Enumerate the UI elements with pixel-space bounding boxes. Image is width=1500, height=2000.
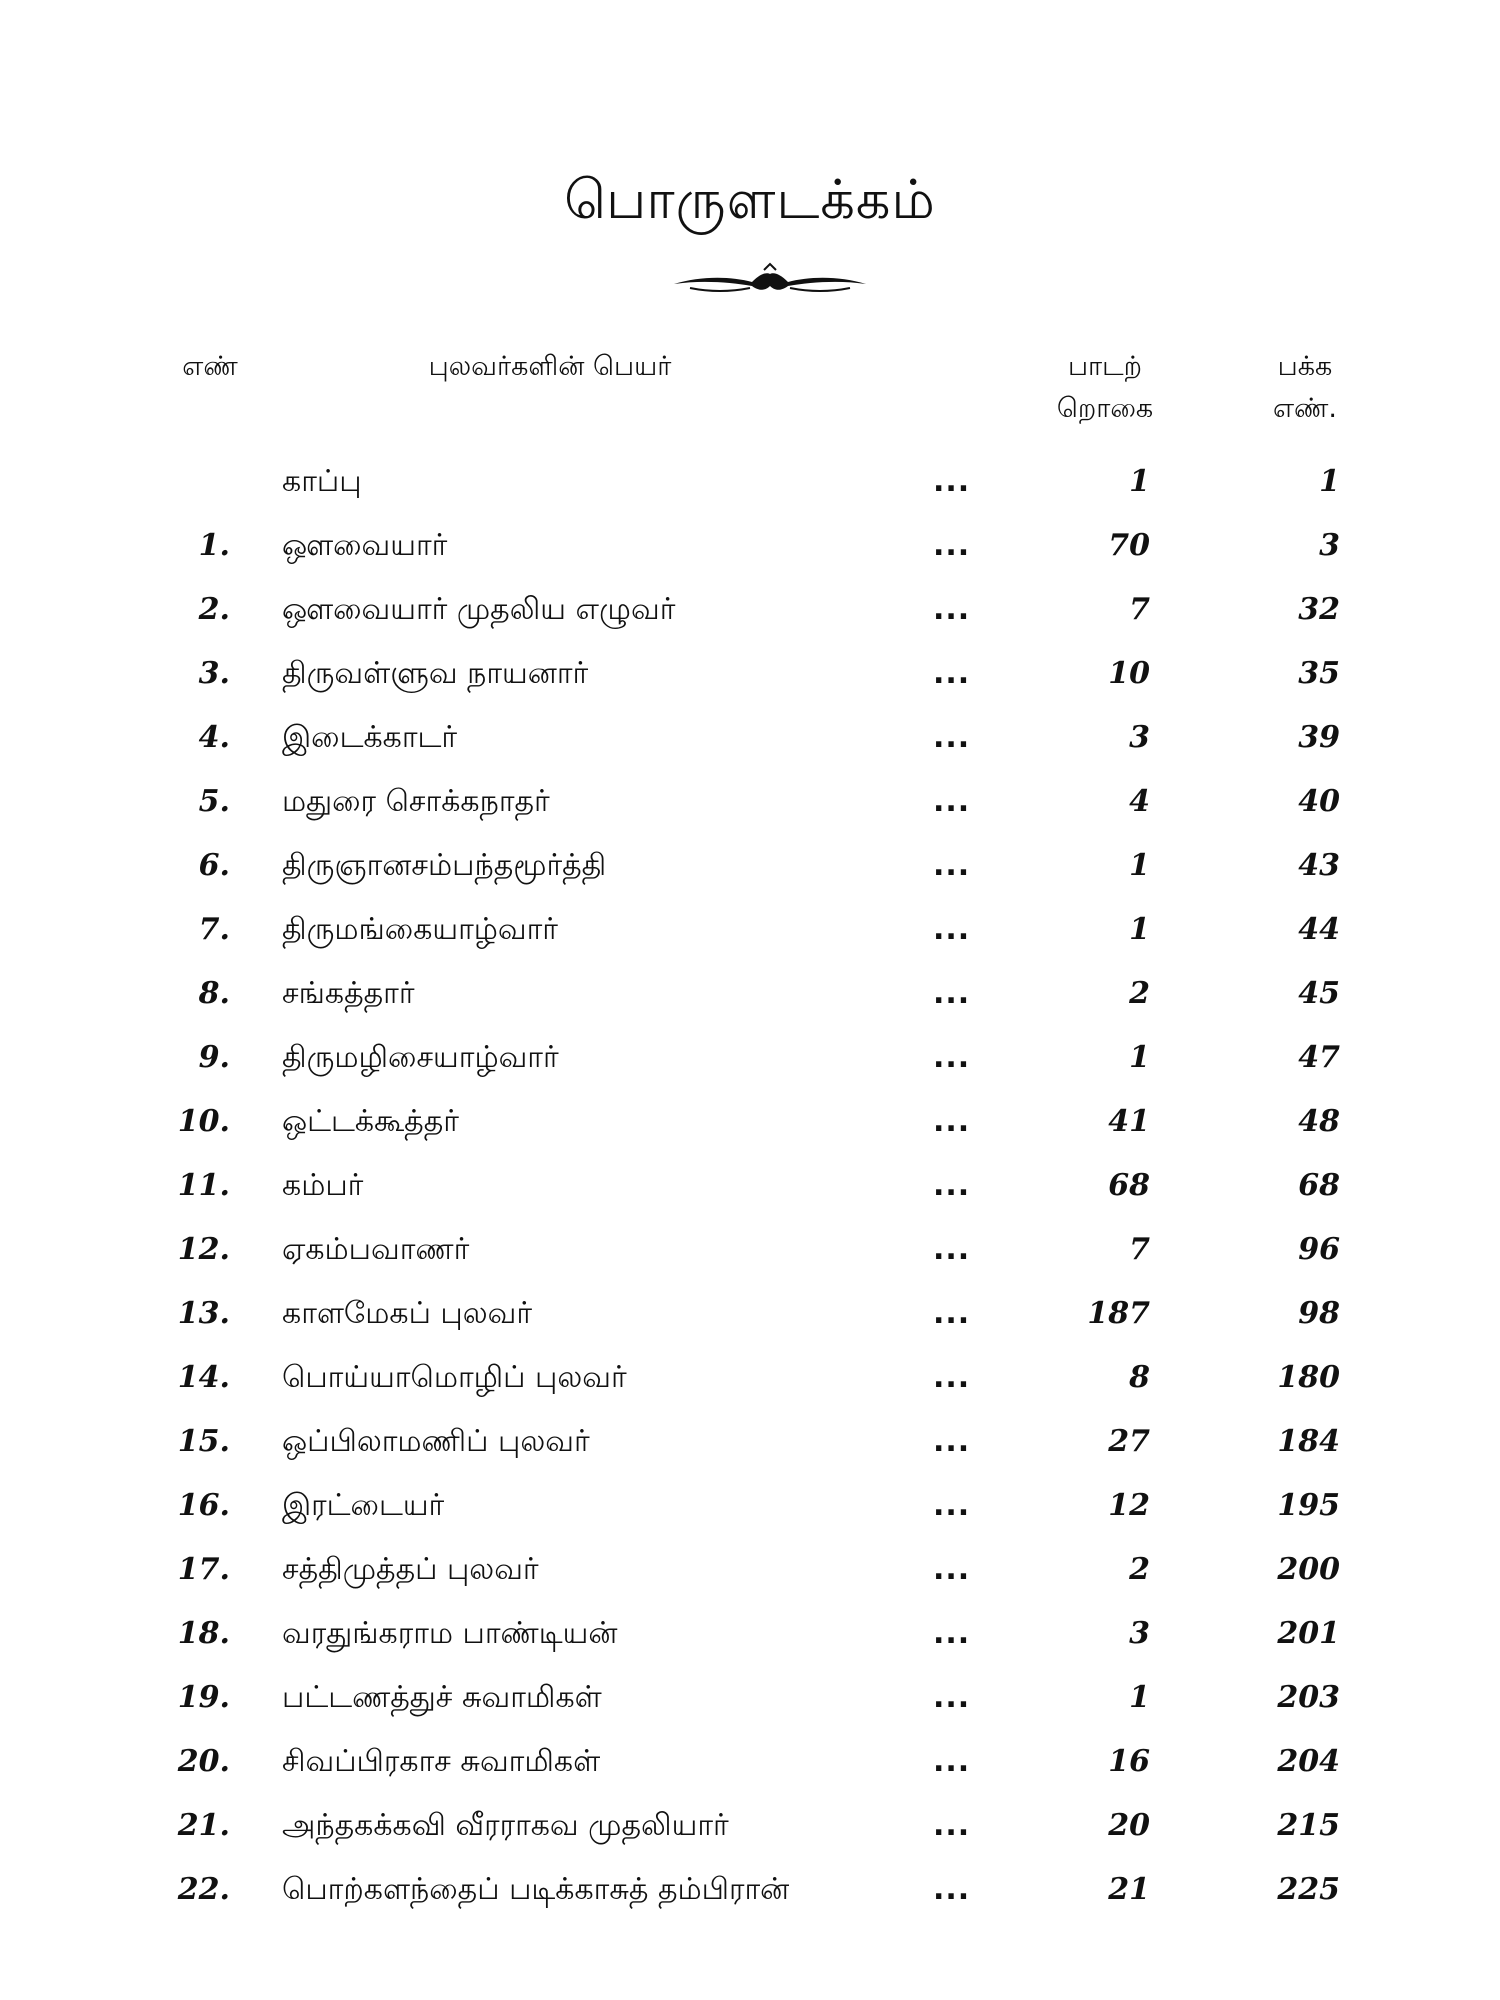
- contents-row: [0, 1666, 1500, 1730]
- row-number: 15.: [177, 1424, 230, 1459]
- header-poem-count: [1025, 346, 1185, 430]
- poet-name: பொய்யாமொழிப் புலவர்: [282, 1360, 627, 1395]
- poem-count: 16: [1108, 1744, 1150, 1779]
- header-poet-name: புலவர்களின் பெயர்: [428, 351, 672, 382]
- poet-name: சிவப்பிரகாச சுவாமிகள்: [282, 1744, 601, 1779]
- header-page-number-line2: எண்.: [1272, 393, 1337, 424]
- poem-count: 7: [1129, 1232, 1150, 1267]
- row-number: 3.: [198, 656, 230, 691]
- leader-dots: ...: [933, 528, 971, 563]
- poem-count: 1: [1129, 464, 1150, 499]
- page-number: 203: [1277, 1680, 1340, 1715]
- poet-name: இடைக்காடர்: [282, 720, 458, 755]
- poem-count: 1: [1129, 1040, 1150, 1075]
- contents-row: [0, 578, 1500, 642]
- leader-dots: ...: [933, 784, 971, 819]
- contents-row: [0, 1410, 1500, 1474]
- contents-row: [0, 1474, 1500, 1538]
- poet-name: ஒப்பிலாமணிப் புலவர்: [282, 1424, 590, 1459]
- poem-count: 12: [1108, 1488, 1150, 1523]
- leader-dots: ...: [933, 1040, 971, 1075]
- leader-dots: ...: [933, 1232, 971, 1267]
- poem-count: 3: [1129, 720, 1150, 755]
- page-number: 32: [1298, 592, 1340, 627]
- page-number: 204: [1277, 1744, 1340, 1779]
- contents-row: [0, 1218, 1500, 1282]
- leader-dots: ...: [933, 1360, 971, 1395]
- row-number: 1.: [198, 528, 230, 563]
- poem-count: 2: [1129, 976, 1150, 1011]
- leader-dots: ...: [933, 1296, 971, 1331]
- poem-count: 20: [1108, 1808, 1150, 1843]
- header-poem-count-line2: றொகை: [1056, 393, 1154, 424]
- contents-row: [0, 1794, 1500, 1858]
- row-number: 18.: [177, 1616, 230, 1651]
- page-number: 201: [1277, 1616, 1340, 1651]
- row-number: 12.: [177, 1232, 230, 1267]
- row-number: 11.: [177, 1168, 230, 1203]
- poet-name: பட்டணத்துச் சுவாமிகள்: [282, 1680, 602, 1715]
- contents-row: [0, 770, 1500, 834]
- contents-row: [0, 962, 1500, 1026]
- page-number: 35: [1298, 656, 1340, 691]
- leader-dots: ...: [933, 1488, 971, 1523]
- row-number: 2.: [198, 592, 230, 627]
- row-number: 20.: [177, 1744, 230, 1779]
- header-number: எண்: [182, 351, 238, 382]
- contents-row: [0, 450, 1500, 514]
- contents-row: [0, 1154, 1500, 1218]
- leader-dots: ...: [933, 912, 971, 947]
- page-number: 215: [1277, 1808, 1340, 1843]
- poet-name: திருவள்ளுவ நாயனார்: [282, 656, 589, 691]
- poem-count: 21: [1108, 1872, 1150, 1907]
- poem-count: 41: [1108, 1104, 1150, 1139]
- contents-row: [0, 1602, 1500, 1666]
- page-number: 48: [1298, 1104, 1340, 1139]
- leader-dots: ...: [933, 1424, 971, 1459]
- poem-count: 3: [1129, 1616, 1150, 1651]
- row-number: 19.: [177, 1680, 230, 1715]
- page-number: 47: [1298, 1040, 1340, 1075]
- contents-row: [0, 1730, 1500, 1794]
- contents-row: [0, 1090, 1500, 1154]
- header-poem-count-line1: பாடற்: [1067, 351, 1143, 382]
- leader-dots: ...: [933, 720, 971, 755]
- row-number: 8.: [198, 976, 230, 1011]
- row-number: 22.: [177, 1872, 230, 1907]
- poem-count: 187: [1087, 1296, 1150, 1331]
- contents-row: [0, 1538, 1500, 1602]
- poet-name: காப்பு: [282, 464, 362, 499]
- contents-row: [0, 706, 1500, 770]
- poet-name: ஔவையார்: [282, 528, 448, 563]
- ornament-divider-icon: [670, 262, 870, 302]
- leader-dots: ...: [933, 1168, 971, 1203]
- row-number: 13.: [177, 1296, 230, 1331]
- poem-count: 1: [1129, 848, 1150, 883]
- poet-name: வரதுங்கராம பாண்டியன்: [282, 1616, 618, 1651]
- poem-count: 7: [1129, 592, 1150, 627]
- poem-count: 4: [1129, 784, 1150, 819]
- poem-count: 2: [1129, 1552, 1150, 1587]
- contents-row: [0, 1282, 1500, 1346]
- page-number: 43: [1298, 848, 1340, 883]
- poet-name: ஒட்டக்கூத்தர்: [282, 1104, 459, 1139]
- contents-row: [0, 1858, 1500, 1922]
- poet-name: ஏகம்பவாணர்: [282, 1232, 470, 1267]
- leader-dots: ...: [933, 656, 971, 691]
- page-number: 180: [1277, 1360, 1340, 1395]
- page-number: 195: [1277, 1488, 1340, 1523]
- poem-count: 10: [1108, 656, 1150, 691]
- poem-count: 27: [1108, 1424, 1150, 1459]
- leader-dots: ...: [933, 1616, 971, 1651]
- contents-list: [0, 450, 1500, 1922]
- page-number: 45: [1298, 976, 1340, 1011]
- leader-dots: ...: [933, 1680, 971, 1715]
- poet-name: திருஞானசம்பந்தமூர்த்தி: [282, 848, 607, 883]
- poet-name: ஔவையார் முதலிய எழுவர்: [282, 592, 676, 627]
- row-number: 21.: [177, 1808, 230, 1843]
- row-number: 10.: [177, 1104, 230, 1139]
- poem-count: 1: [1129, 1680, 1150, 1715]
- poet-name: சங்கத்தார்: [282, 976, 415, 1011]
- poem-count: 68: [1108, 1168, 1150, 1203]
- leader-dots: ...: [933, 1104, 971, 1139]
- page-number: 44: [1298, 912, 1340, 947]
- row-number: 6.: [198, 848, 230, 883]
- row-number: 17.: [177, 1552, 230, 1587]
- header-page-number-line1: பக்க: [1277, 351, 1333, 382]
- row-number: 9.: [198, 1040, 230, 1075]
- poem-count: 8: [1129, 1360, 1150, 1395]
- page-number: 225: [1277, 1872, 1340, 1907]
- contents-row: [0, 1346, 1500, 1410]
- page-number: 96: [1298, 1232, 1340, 1267]
- row-number: 16.: [177, 1488, 230, 1523]
- leader-dots: ...: [933, 464, 971, 499]
- leader-dots: ...: [933, 1744, 971, 1779]
- page-number: 1: [1319, 464, 1340, 499]
- contents-row: [0, 642, 1500, 706]
- row-number: 4.: [198, 720, 230, 755]
- poet-name: இரட்டையர்: [282, 1488, 445, 1523]
- page-number: 3: [1319, 528, 1340, 563]
- poet-name: அந்தகக்கவி வீரராகவ முதலியார்: [282, 1808, 729, 1843]
- page-number: 184: [1277, 1424, 1340, 1459]
- page-number: 39: [1298, 720, 1340, 755]
- contents-row: [0, 1026, 1500, 1090]
- poet-name: பொற்களந்தைப் படிக்காசுத் தம்பிரான்: [282, 1872, 790, 1907]
- poem-count: 1: [1129, 912, 1150, 947]
- poet-name: திருமழிசையாழ்வார்: [282, 1040, 559, 1075]
- poem-count: 70: [1108, 528, 1150, 563]
- leader-dots: ...: [933, 1872, 971, 1907]
- leader-dots: ...: [933, 1552, 971, 1587]
- poet-name: திருமங்கையாழ்வார்: [282, 912, 558, 947]
- header-page-number: [1245, 346, 1365, 430]
- page-title: பொருளடக்கம்: [564, 168, 936, 231]
- leader-dots: ...: [933, 1808, 971, 1843]
- page-number: 40: [1298, 784, 1340, 819]
- poet-name: மதுரை சொக்கநாதர்: [282, 784, 550, 819]
- row-number: 7.: [198, 912, 230, 947]
- poet-name: சத்திமுத்தப் புலவர்: [282, 1552, 539, 1587]
- page-number: 200: [1277, 1552, 1340, 1587]
- leader-dots: ...: [933, 976, 971, 1011]
- contents-row: [0, 514, 1500, 578]
- leader-dots: ...: [933, 848, 971, 883]
- row-number: 14.: [177, 1360, 230, 1395]
- page-number: 68: [1298, 1168, 1340, 1203]
- leader-dots: ...: [933, 592, 971, 627]
- contents-row: [0, 898, 1500, 962]
- row-number: 5.: [198, 784, 230, 819]
- poet-name: காளமேகப் புலவர்: [282, 1296, 533, 1331]
- page-number: 98: [1298, 1296, 1340, 1331]
- contents-row: [0, 834, 1500, 898]
- poet-name: கம்பர்: [282, 1168, 364, 1203]
